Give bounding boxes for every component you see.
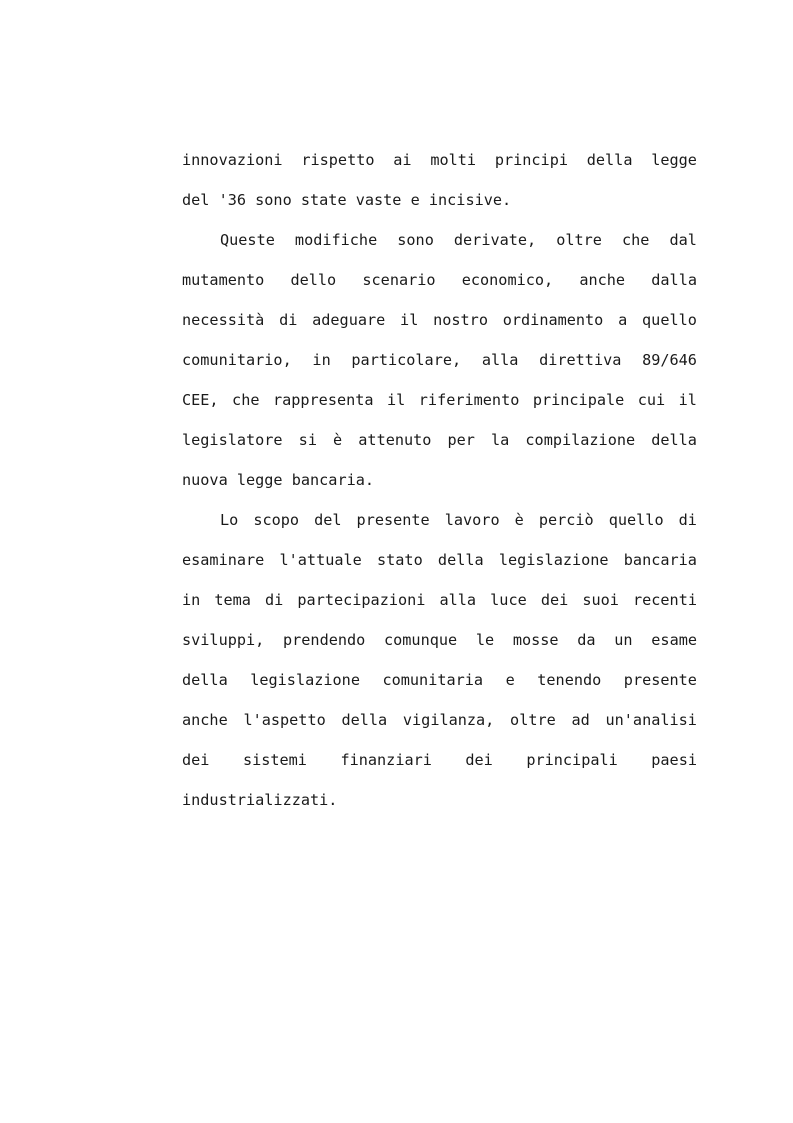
word: ai [393,151,412,169]
word: luce [490,591,527,609]
word: scenario [362,271,436,289]
text-line [182,580,697,620]
word: dei [465,751,493,769]
word: quello [608,511,664,529]
word: esame [651,631,697,649]
word: adeguare [312,311,386,329]
word: tema [214,591,251,609]
text-line [182,700,697,740]
word: in [312,351,331,369]
word: lavoro [444,511,500,529]
word: dalla [651,271,697,289]
word: e [505,671,515,689]
word: il [678,391,697,409]
word: necessità [182,311,265,329]
word: da [577,631,596,649]
word: mosse [512,631,559,649]
word: principi [494,151,568,169]
text-line [182,740,697,780]
text-line [182,220,697,260]
word: presente [623,671,697,689]
word: attenuto [358,431,432,449]
word: il [387,391,406,409]
word: scopo [253,511,300,529]
word: rappresenta [272,391,374,409]
word: esaminare [182,551,265,569]
word: economico, [461,271,554,289]
word: in [182,591,201,609]
word: 89/646 [642,351,697,369]
word: un [614,631,633,649]
word: che [622,231,650,249]
word: che [232,391,260,409]
word: cui [637,391,666,409]
word: vigilanza, [402,711,495,729]
word: comunitario, [182,351,292,369]
word: di [279,311,298,329]
text-line [182,340,697,380]
word: legislazione [498,551,609,569]
word: sviluppi, [182,631,265,649]
text-line [182,540,697,580]
word: della [651,431,697,449]
word: è [333,431,343,449]
text-line [182,620,697,660]
word: dello [290,271,337,289]
word: della [586,151,633,169]
text-line [182,380,697,420]
word: quello [642,311,697,329]
word: molti [430,151,477,169]
word: prendendo [283,631,366,649]
word: modifiche [294,231,378,249]
word: l'aspetto [243,711,326,729]
word: sistemi [242,751,307,769]
word: paesi [651,751,697,769]
text-line: industrializzati. [182,791,338,809]
word: di [678,511,697,529]
word: si [298,431,317,449]
text-line [182,300,697,340]
word: a [618,311,628,329]
word: dei [540,591,569,609]
word: presente [356,511,430,529]
word: compilazione [525,431,636,449]
word: comunitaria [382,671,484,689]
word: legge [651,151,697,169]
word: mutamento [182,271,265,289]
word: della [437,551,484,569]
word: Lo [220,511,239,529]
word: bancaria [623,551,697,569]
word: alla [439,591,477,609]
word: di [265,591,284,609]
word: finanziari [340,751,432,769]
word: suoi [582,591,619,609]
word: della [341,711,388,729]
text-line: nuova legge bancaria. [182,471,375,489]
word: le [475,631,495,649]
word: particolare, [351,351,462,369]
text-line [182,660,697,700]
word: è [514,511,524,529]
text-line [182,260,697,300]
word: l'attuale [279,551,362,569]
word: anche [579,271,626,289]
word: principali [526,751,618,769]
word: anche [182,711,228,729]
text-line [182,500,697,540]
word: rispetto [301,151,375,169]
word: comunque [384,631,458,649]
word: oltre [556,231,602,249]
text-line [182,420,697,460]
word: partecipazioni [297,591,426,609]
word: la [491,431,510,449]
word: del [314,511,342,529]
word: sono [397,231,434,249]
text-line: del '36 sono state vaste e incisive. [182,191,512,209]
word: per [447,431,475,449]
word: ordinamento [502,311,604,329]
word: il [400,311,419,329]
word: ad [571,711,590,729]
word: legislatore [182,431,283,449]
word: nostro [433,311,488,329]
word: della [182,671,228,689]
word: Queste [220,231,275,249]
word: direttiva [539,351,622,369]
word: riferimento [418,391,520,409]
word: recenti [632,591,697,609]
word: innovazioni [182,151,283,169]
body-text [182,140,697,820]
word: stato [377,551,423,569]
word: dei [182,751,210,769]
word: principale [532,391,625,409]
word: CEE, [182,391,219,409]
word: derivate, [453,231,537,249]
word: legislazione [250,671,360,689]
word: dal [669,231,697,249]
text-line [182,140,697,180]
word: tenendo [537,671,602,689]
word: oltre [510,711,556,729]
word: alla [481,351,519,369]
word: perciò [538,511,594,529]
word: un'analisi [605,711,697,729]
